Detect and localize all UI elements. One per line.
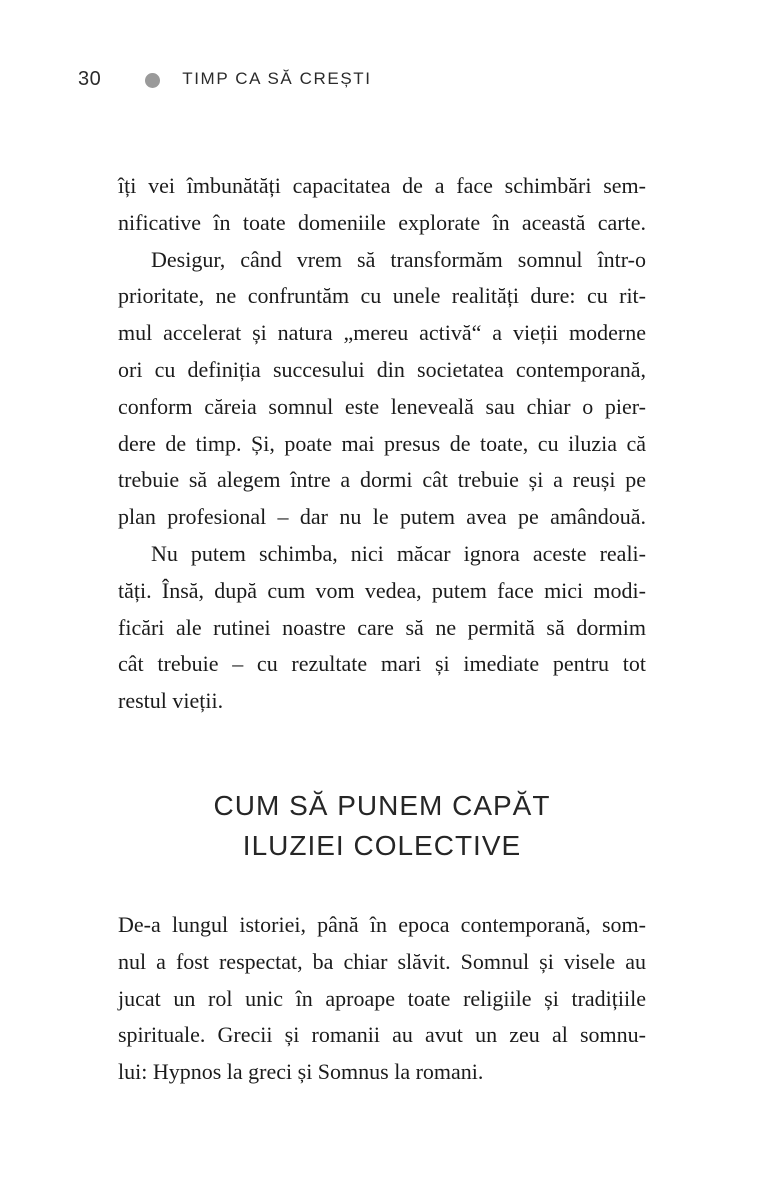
text-line: spirituale. Grecii și romanii au avut un zeu al somnu-	[118, 1022, 646, 1048]
text-line: nul a fost respectat, ba chiar slăvit. Somnul și visele au	[118, 948, 646, 974]
paragraph	[118, 907, 646, 1091]
text-line: trebuie să alegem între a dormi cât trebuie și a reuși pe	[118, 467, 646, 493]
text-line: lui: Hypnos la greci și Somnus la romani.	[118, 1059, 484, 1085]
text-line: De-a lungul istoriei, până în epoca contemporană, som-	[118, 912, 646, 937]
page-number: 30	[78, 67, 102, 90]
text-line: dere de timp. Și, poate mai presus de toate, cu iluzia că	[118, 430, 646, 456]
paragraph	[118, 536, 646, 720]
body-text-block	[118, 907, 646, 1091]
text-line: restul vieții.	[118, 688, 224, 714]
running-header	[78, 64, 372, 94]
text-line: ori cu definiția succesului din societatea contemporană,	[118, 356, 646, 382]
section-heading-line: CUM SĂ PUNEM CAPĂT	[213, 790, 551, 821]
text-line: plan profesional – dar nu le putem avea pe amândouă.	[118, 504, 646, 530]
text-line: cât trebuie – cu rezultate mari și imediate pentru tot	[118, 651, 646, 677]
text-line: conform căreia somnul este leneveală sau chiar o pier-	[118, 393, 646, 419]
text-line: jucat un rol unic în aproape toate religiile și tradițiile	[118, 985, 646, 1011]
section-heading-line: ILUZIEI COLECTIVE	[242, 830, 522, 861]
text-line: tăți. Însă, după cum vom vedea, putem face mici modi-	[118, 577, 646, 603]
bullet-dot-icon	[145, 73, 160, 88]
body-text-block	[118, 168, 646, 720]
paragraph	[118, 242, 646, 536]
text-line: Desigur, când vrem să transformăm somnul într-o	[151, 246, 646, 272]
text-line: mul accelerat și natura „mereu activă“ a vieții moderne	[118, 320, 646, 346]
paragraph	[118, 168, 646, 242]
text-line: Nu putem schimba, nici măcar ignora aceste reali-	[151, 540, 646, 566]
text-line: prioritate, ne confruntăm cu unele realități dure: cu rit-	[118, 283, 646, 309]
running-title: TIMP CA SĂ CREȘTI	[182, 69, 372, 88]
text-line: îți vei îmbunătăți capacitatea de a face schimbări sem-	[118, 173, 646, 198]
section-heading	[118, 786, 646, 866]
text-line: ficări ale rutinei noastre care să ne permită să dormim	[118, 614, 646, 640]
text-line: nificative în toate domeniile explorate în această carte.	[118, 209, 646, 235]
